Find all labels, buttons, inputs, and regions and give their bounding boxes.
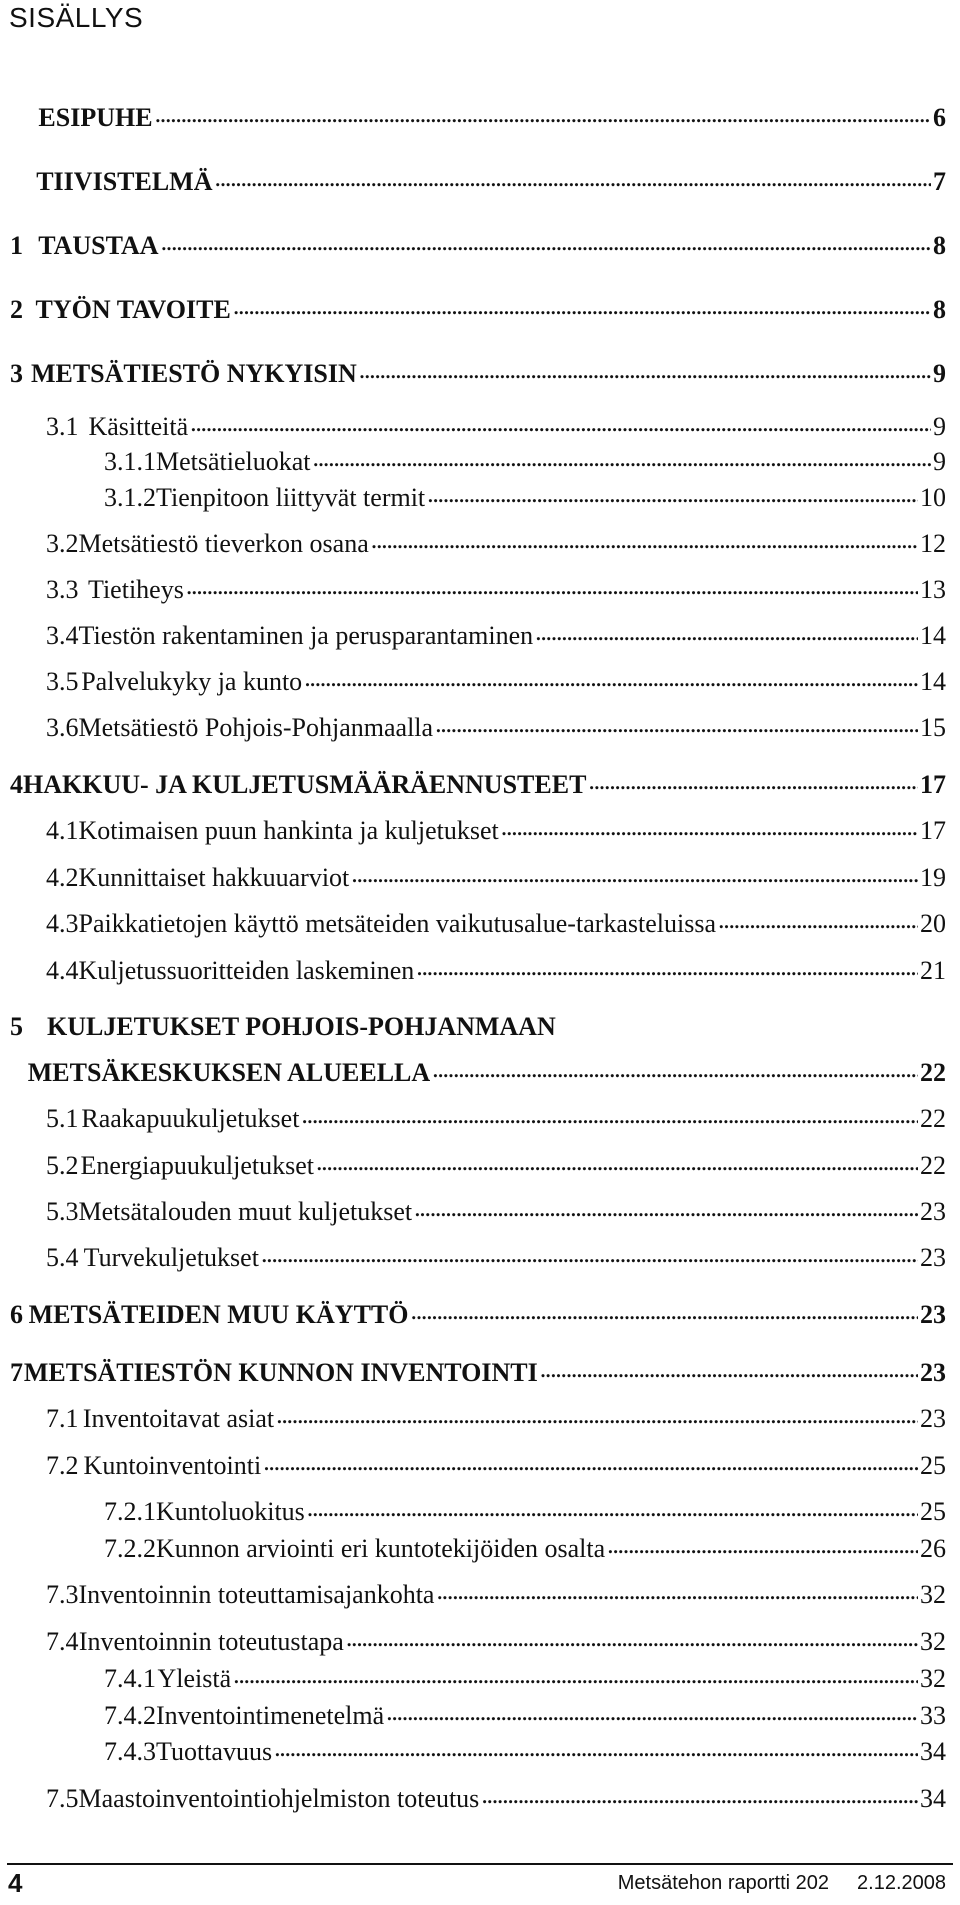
toc-entry-number: 7.5: [46, 1784, 79, 1813]
dot-leader: [186, 570, 918, 602]
dot-leader: [435, 708, 918, 740]
toc-entry-number: 4.3: [46, 909, 79, 938]
toc-entry-number: 4.1: [46, 816, 79, 845]
toc-entry-page: 9: [933, 359, 946, 388]
toc-entry-title: Tuottavuus: [156, 1737, 273, 1766]
toc-entry-number: 5.1: [46, 1104, 79, 1133]
toc-entry-page: 32: [920, 1627, 946, 1656]
toc-entry-title: TAUSTAA: [38, 231, 159, 260]
toc-entry-page: 22: [920, 1104, 946, 1133]
dot-leader: [386, 1696, 918, 1728]
dot-leader: [190, 407, 931, 439]
toc-entry-number: 1: [10, 231, 23, 260]
dot-leader: [261, 1238, 918, 1270]
dot-leader: [346, 1622, 918, 1654]
dot-leader: [304, 662, 918, 694]
dot-leader: [161, 226, 931, 258]
toc-entry-page: 8: [933, 231, 946, 260]
dot-leader: [233, 1659, 918, 1691]
toc-entry-page: 21: [920, 956, 946, 985]
toc-entry-title: METSÄTIESTÖ NYKYISIN: [30, 359, 357, 388]
toc-entry-page: 22: [920, 1151, 946, 1180]
toc-entry-title: Kuntoinventointi: [83, 1451, 262, 1480]
toc-entry[interactable]: [46, 862, 946, 894]
toc-entry-title: Inventoinnin toteutustapa: [78, 1627, 344, 1656]
toc-entry-number: 5.3: [46, 1197, 79, 1226]
dot-leader: [313, 442, 931, 474]
toc-entry[interactable]: [104, 446, 946, 478]
toc-entry-title: Kunnittaiset hakkuuarviot: [78, 863, 350, 892]
toc-entry-title: Kuljetussuoritteiden laskeminen: [78, 956, 415, 985]
toc-entry[interactable]: [46, 666, 946, 698]
dot-leader: [414, 1192, 918, 1224]
toc-entry-page: 17: [920, 816, 946, 845]
toc-entry-title: METSÄTIESTÖN KUNNON INVENTOINTI: [23, 1358, 538, 1387]
toc-entry-title: Paikkatietojen käyttö metsäteiden vaikutusalue-tarkasteluissa: [78, 909, 717, 938]
dot-leader: [607, 1529, 918, 1561]
dot-leader: [301, 1099, 918, 1131]
toc-entry-number: 5.4: [46, 1243, 79, 1272]
toc-entry-number: 7: [10, 1358, 23, 1387]
toc-entry-page: 32: [920, 1664, 946, 1693]
toc-entry-title-line2: METSÄKESKUKSEN ALUEELLA: [27, 1058, 431, 1087]
toc-entry-page: 8: [933, 295, 946, 324]
toc-entry-page: 19: [920, 863, 946, 892]
page-title: SISÄLLYS: [9, 2, 144, 33]
toc-entry[interactable]: [104, 1496, 946, 1528]
toc-entry-title: Käsitteitä: [88, 412, 189, 441]
toc-entry[interactable]: [10, 1299, 946, 1331]
toc-entry-page: 25: [920, 1451, 946, 1480]
dot-leader: [155, 98, 931, 130]
toc-entry-number: 4: [10, 770, 23, 799]
dot-leader: [233, 290, 931, 322]
dot-leader: [540, 1353, 918, 1385]
toc-entry[interactable]: [46, 1150, 946, 1182]
toc-entry[interactable]: [10, 102, 946, 134]
toc-entry[interactable]: [46, 528, 946, 560]
toc-entry-page: 9: [933, 412, 946, 441]
dot-leader: [359, 354, 931, 386]
toc-entry-number: 2: [10, 295, 23, 324]
toc-entry-title: ESIPUHE: [38, 103, 153, 132]
toc-entry-title: Kotimaisen puun hankinta ja kuljetukset: [78, 816, 499, 845]
footer-publication: Metsätehon raportti 202: [617, 1872, 830, 1894]
footer-date: 2.12.2008: [857, 1872, 946, 1894]
toc-entry-number: 3.4: [46, 621, 79, 650]
footer-divider: [7, 1863, 953, 1865]
toc-entry-number: 5: [10, 1012, 23, 1041]
toc-entry-number: 7.2.1: [104, 1497, 156, 1526]
toc-entry-title: KULJETUKSET POHJOIS-POHJANMAAN: [47, 1012, 556, 1041]
toc-entry-page: 26: [920, 1534, 946, 1563]
toc-entry[interactable]: [46, 712, 946, 744]
toc-entry[interactable]: [104, 1663, 946, 1695]
toc-entry-line1: [10, 1011, 556, 1043]
toc-entry-number: 3.1.1: [104, 447, 156, 476]
toc-entry-number: 7.1: [46, 1404, 79, 1433]
toc-entry-title: TIIVISTELMÄ: [36, 167, 213, 196]
toc-entry-page: 17: [920, 770, 946, 799]
toc-entry[interactable]: [46, 815, 946, 847]
toc-entry[interactable]: [10, 1057, 946, 1089]
toc-entry-page: 7: [933, 167, 946, 196]
dot-leader: [411, 1295, 919, 1327]
toc-entry-page: 15: [920, 713, 946, 742]
toc-entry[interactable]: [46, 1403, 946, 1435]
toc-entry[interactable]: [46, 1242, 946, 1274]
toc-entry[interactable]: [46, 908, 946, 940]
toc-entry-page: 13: [920, 575, 946, 604]
toc-entry[interactable]: [46, 1103, 946, 1135]
dot-leader: [535, 616, 918, 648]
toc-entry-title: Raakapuukuljetukset: [81, 1104, 300, 1133]
dot-leader: [427, 478, 918, 510]
dot-leader: [274, 1732, 918, 1764]
dot-leader: [501, 811, 918, 843]
toc-entry-title: HAKKUU- JA KULJETUSMÄÄRÄENNUSTEET: [23, 770, 587, 799]
toc-entry-page: 34: [920, 1737, 946, 1766]
toc-entry-number: 7.2: [46, 1451, 79, 1480]
toc-entry-number: 4.2: [46, 863, 79, 892]
toc-entry-number: 7.3: [46, 1580, 79, 1609]
toc-entry[interactable]: [104, 1736, 946, 1768]
dot-leader: [263, 1446, 918, 1478]
footer-page-number: 4: [8, 1868, 23, 1898]
toc-entry-title: Energiapuukuljetukset: [80, 1151, 314, 1180]
toc-entry-title: TYÖN TAVOITE: [35, 295, 231, 324]
toc-entry[interactable]: [104, 1533, 946, 1565]
toc-entry[interactable]: [46, 1626, 946, 1658]
toc-entry[interactable]: [10, 769, 946, 801]
toc-entry-number: 7.4.1: [104, 1664, 156, 1693]
dot-leader: [307, 1492, 918, 1524]
toc-entry-title: Kuntoluokitus: [156, 1497, 305, 1526]
dot-leader: [276, 1399, 918, 1431]
footer-info: [618, 1872, 946, 1895]
toc-entry-page: 34: [920, 1784, 946, 1813]
toc-entry-title: Tietiheys: [87, 575, 184, 604]
toc-entry[interactable]: [46, 1579, 946, 1611]
dot-leader: [351, 858, 918, 890]
dot-leader: [215, 162, 932, 194]
toc-entry-page: 6: [933, 103, 946, 132]
toc-entry-number: 3.6: [46, 713, 79, 742]
toc-entry[interactable]: [104, 1700, 946, 1732]
toc-entry-number: 3.1: [46, 412, 79, 441]
toc-entry-title: Maastoinventointiohjelmiston toteutus: [78, 1784, 480, 1813]
toc-entry-title: Tiestön rakentaminen ja perusparantaminen: [78, 621, 534, 650]
toc-entry-page: 9: [933, 447, 946, 476]
toc-entry[interactable]: [10, 294, 946, 326]
toc-entry-number: 7.2.2: [104, 1534, 156, 1563]
toc-entry-page: 20: [920, 909, 946, 938]
toc-entry-number: 4.4: [46, 956, 79, 985]
toc-entry-page: 23: [920, 1300, 946, 1329]
toc-entry-page: 14: [920, 667, 946, 696]
toc-entry[interactable]: [46, 1450, 946, 1482]
toc-entry-number: 3.3: [46, 575, 79, 604]
dot-leader: [588, 765, 918, 797]
toc-entry-title: Inventoinnin toteuttamisajankohta: [78, 1580, 435, 1609]
toc-entry-number: 3.2: [46, 529, 79, 558]
toc-entry-page: 23: [920, 1243, 946, 1272]
toc-entry-page: 25: [920, 1497, 946, 1526]
toc-entry-title: Inventointimenetelmä: [156, 1701, 385, 1730]
toc-entry-number: 7.4: [46, 1627, 79, 1656]
toc-entry-title: Inventoitavat asiat: [82, 1404, 275, 1433]
toc-entry-page: 23: [920, 1358, 946, 1387]
toc-entry-number: 3: [10, 359, 23, 388]
toc-entry-number: 3.1.2: [104, 483, 156, 512]
toc-entry-title: Tienpitoon liittyvät termit: [156, 483, 426, 512]
toc-entry[interactable]: [46, 1783, 946, 1815]
toc-entry[interactable]: [46, 411, 946, 443]
toc-entry-title: Turvekuljetukset: [83, 1243, 259, 1272]
dot-leader: [371, 524, 918, 556]
dot-leader: [436, 1575, 918, 1607]
dot-leader: [481, 1779, 918, 1811]
dot-leader: [718, 904, 918, 936]
toc-entry[interactable]: [10, 358, 946, 390]
toc-entry-page: 23: [920, 1197, 946, 1226]
toc-entry-title: Metsätiestö tieverkon osana: [78, 529, 369, 558]
toc-entry-title: METSÄTEIDEN MUU KÄYTTÖ: [28, 1300, 409, 1329]
toc-entry-page: 33: [920, 1701, 946, 1730]
toc-entry-page: 23: [920, 1404, 946, 1433]
dot-leader: [316, 1146, 918, 1178]
toc-entry[interactable]: [10, 166, 946, 198]
toc-entry-title: Palvelukyky ja kunto: [81, 667, 303, 696]
toc-entry-number: 5.2: [46, 1151, 79, 1180]
toc-entry-page: 32: [920, 1580, 946, 1609]
toc-entry-number: 6: [10, 1300, 23, 1329]
toc-entry[interactable]: [104, 482, 946, 514]
toc-entry-page: 12: [920, 529, 946, 558]
toc-entry-number: 7.4.3: [104, 1737, 156, 1766]
toc-entry-number: 7.4.2: [104, 1701, 156, 1730]
toc-entry-title: Yleistä: [157, 1664, 232, 1693]
toc-entry-page: 14: [920, 621, 946, 650]
toc-entry-title: Metsätiestö Pohjois-Pohjanmaalla: [78, 713, 434, 742]
toc-entry[interactable]: [10, 230, 946, 262]
toc-entry[interactable]: [46, 955, 946, 987]
toc-entry[interactable]: [46, 620, 946, 652]
dot-leader: [416, 951, 918, 983]
toc-entry-title: Kunnon arviointi eri kuntotekijöiden osalta: [156, 1534, 606, 1563]
toc-entry-page: 10: [920, 483, 946, 512]
toc-entry[interactable]: [10, 1357, 946, 1389]
toc-entry-title: Metsätalouden muut kuljetukset: [78, 1197, 413, 1226]
toc-entry[interactable]: [46, 1196, 946, 1228]
toc-entry-page: 22: [920, 1058, 946, 1087]
toc-entry-title: Metsätieluokat: [156, 447, 311, 476]
toc-entry[interactable]: [46, 574, 946, 606]
toc-entry-number: 3.5: [46, 667, 79, 696]
dot-leader: [432, 1053, 918, 1085]
